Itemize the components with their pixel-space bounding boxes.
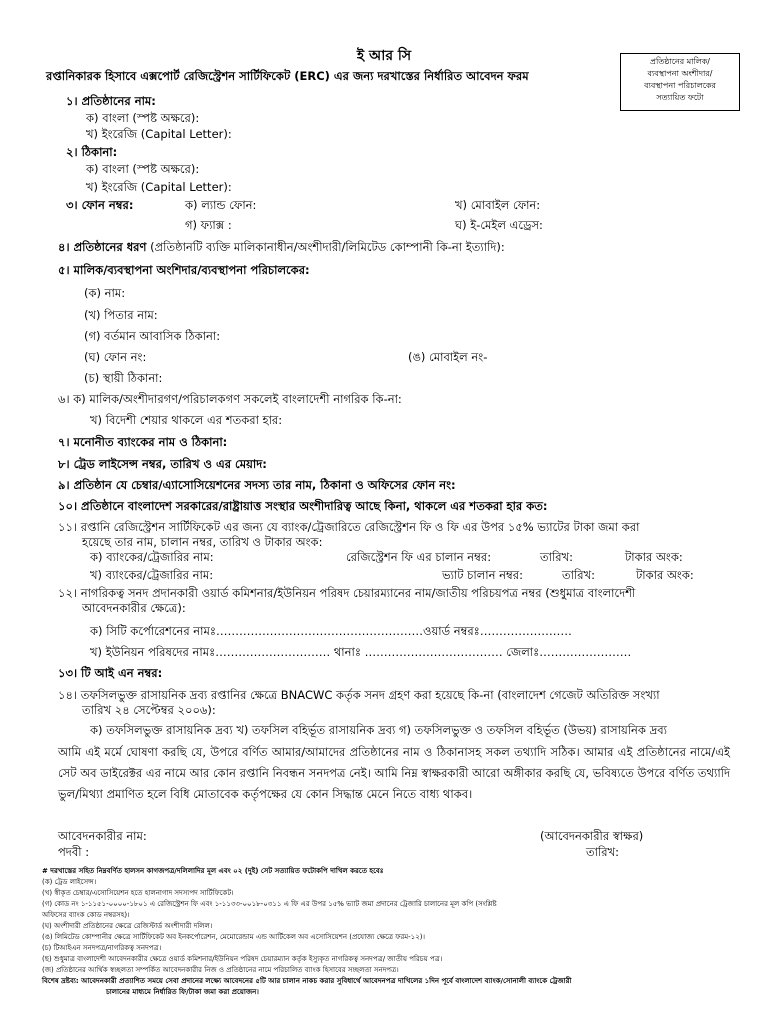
photo-box-line: সত্যায়িত ফটো [656, 93, 704, 102]
q4-label: ৪। প্রতিষ্ঠানের ধরণ [58, 240, 147, 254]
form-subtitle: রপ্তানিকারক হিসাবে এক্সপোর্ট রেজিস্ট্রেশন সার্টিফিকেট (ERC) এর জন্য দরখাস্তের নির্ধারিত আবেদন ফরম [46, 69, 529, 83]
q2-label: ২। ঠিকানা: [66, 145, 118, 159]
q6b-field[interactable]: খ) বিদেশী শেয়ার থাকলে এর শতকরা হার: [90, 413, 283, 427]
note-item: (গ) কোড নং ১-১১৫১-০০০০-১৮০১ এ রেজিস্ট্রেশন ফি এবং ১-১১৩৩-০০১৮-০৩১১ এ ফি এর উপর ১৫% ভ্যাট জমা প্রদানের ট্রেজারি চালানের মূল কপি (সংশ্লিষ্ট [42, 900, 497, 908]
q11b-amount-field[interactable]: টাকার অংক: [636, 568, 694, 582]
q1b-field[interactable]: খ) ইংরেজি (Capital Letter): [86, 127, 232, 141]
photo-box-line: ব্যবস্থাপনা পরিচালকের [644, 81, 716, 90]
q8-field[interactable]: ৮। ট্রেড লাইসেন্স নম্বর, তারিখ ও এর মেয়াদ: [58, 457, 267, 471]
q11a-bank-field[interactable]: ক) ব্যাংকের/ট্রেজারির নাম: [90, 550, 214, 564]
q12a-field[interactable]: ক) সিটি কর্পোরেশনের নামঃ………………………………………………ওয়ার্ড নম্বরঃ…………………… [90, 624, 572, 638]
q5-label: ৫। মালিক/ব্যবস্থাপনা অংশিদার/ব্যবস্থাপনা পরিচালকের: [58, 263, 310, 277]
q3d-field[interactable]: ঘ) ই-মেইল এড্রেস: [455, 218, 543, 232]
note-item: (ছ) শুধুমাত্র বাংলাদেশী আবেদনকারীর ক্ষেত্রে ওয়ার্ড কমিশনার/ইউনিয়ন পরিষদ চেয়ারম্যান কর্তৃক ইস্যুকৃত নাগরিকত্ব সনদপত্র/ জাতীয় পরিচয় পত্র। [42, 955, 443, 963]
q3c-field[interactable]: গ) ফ্যাক্স : [185, 218, 232, 232]
applicant-signature-field[interactable]: (আবেদনকারীর স্বাক্ষর) [540, 829, 644, 843]
q11-label-line1: ১১। রপ্তানি রেজিস্ট্রেশন সার্টিফিকেট এর জন্য যে ব্যাংক/ট্রেজারিতে রেজিস্ট্রেশন ফি ও ফি এর উপর ১৫% ভ্যাটের টাকা জমা করা [58, 520, 640, 534]
q11a-amount-field[interactable]: টাকার অংক: [625, 550, 683, 564]
note-item: (ঙ) লিমিটেড কোম্পানীর ক্ষেত্রে সার্টিফিকেট অব ইনকর্পোরেশন, মেমোরেন্ডাম এন্ড আর্টিকেল অব এসোসিয়েশন (প্রযোজ্য ক্ষেত্রে ফরম-১২)। [42, 933, 426, 941]
designation-field[interactable]: পদবী : [58, 845, 90, 859]
q2b-field[interactable]: খ) ইংরেজি (Capital Letter): [86, 180, 232, 194]
q4-text: (প্রতিষ্ঠানটি ব্যক্তি মালিকানাধীন/অংশীদারী/লিমিটেড কোম্পানী কি-না ইত্যাদি): [150, 240, 505, 254]
note-item: (জ) প্রতিষ্ঠানের আর্থিক স্বচ্ছলতা সম্পর্কিত আবেদনকারীর নিজ ও প্রতিষ্ঠানের নামে পরিচালিত ব্যাংক হিসাবের সচ্ছলতা সনদপত্র। [42, 966, 399, 974]
q1a-field[interactable]: ক) বাংলা (স্পষ্ট অক্ষরে): [86, 111, 200, 125]
q14-label-line1: ১৪। তফসিলভুক্ত রাসায়নিক দ্রব্য রপ্তানির ক্ষেত্রে BNACWC কর্তৃক সনদ গ্রহণ করা হয়েছে কি-না (বাংলাদেশ গেজেট অতিরিক্ত সংখ্যা [58, 688, 660, 702]
photo-box-line: প্রতিষ্ঠানের মালিক/ [649, 57, 711, 66]
q12-label-line2: আবেদনকারীর ক্ষেত্রে): [82, 601, 186, 615]
signature-date-field[interactable]: তারিখ: [586, 845, 620, 859]
q4-row[interactable] [58, 240, 505, 255]
q6a-field[interactable]: ৬। ক) মালিক/অংশীদারগণ/পরিচালকগণ সকলেই বাংলাদেশী নাগরিক কি-না: [58, 392, 402, 406]
note-item: (ক) ট্রেড লাইসেন্স। [42, 878, 97, 886]
q2a-field[interactable]: ক) বাংলা (স্পষ্ট অক্ষরে): [86, 162, 200, 176]
q11-label-line2: হয়েছে তার নাম, চালান নম্বর, তারিখ ও টাকার অংক: [82, 535, 323, 549]
q11b-date-field[interactable]: তারিখ: [562, 568, 596, 582]
q5b-field[interactable]: (খ) পিতার নাম: [84, 308, 158, 322]
note-item: (ঘ) অংশীদারী প্রতিষ্ঠানের ক্ষেত্রে রেজিস্টার্ড অংশীদারী দলিল। [42, 922, 213, 930]
q11b-challan-field[interactable]: ভ্যাট চালান নম্বর: [442, 568, 523, 582]
q13-field[interactable]: ১৩। টি আই এন নম্বর: [58, 666, 163, 680]
applicant-name-field[interactable]: আবেদনকারীর নাম: [58, 829, 147, 843]
q11b-bank-field[interactable]: খ) ব্যাংকের/ট্রেজারির নাম: [90, 568, 214, 582]
q5f-field[interactable]: (চ) স্থায়ী ঠিকানা: [84, 371, 163, 385]
q9-field[interactable]: ৯। প্রতিষ্ঠান যে চেম্বার/এ্যাসোসিয়েশনের সদস্য তার নাম, ঠিকানা ও অফিসের ফোন নং: [58, 478, 456, 492]
special-note-line2: চালানের মাধ্যমে নির্ধারিত ফি/টাকা জমা করা প্রয়োজন। [106, 988, 259, 996]
q5e-field[interactable]: (ঙ) মোবাইল নং- [408, 350, 488, 364]
photo-box-line: ব্যবস্থাপনা অংশীদার/ [647, 69, 713, 78]
q12-label-line1: ১২। নাগরিকত্ব সনদ প্রদানকারী ওয়ার্ড কমিশনার/ইউনিয়ন পরিষদ চেয়ারম্যানের নাম/জাতীয় পরিচয়পত্র নম্বর (শুধুমাত্র বাংলাদেশী [58, 586, 636, 600]
q3-label: ৩। ফোন নম্বর: [66, 198, 134, 212]
q1-label: ১। প্রতিষ্ঠানের নাম: [66, 94, 156, 108]
q3a-field[interactable]: ক) ল্যান্ড ফোন: [185, 198, 257, 212]
q5d-field[interactable]: (ঘ) ফোন নং: [84, 350, 147, 364]
photo-box [620, 53, 740, 111]
page-title: ই আর সি [356, 48, 412, 64]
q12b-field[interactable]: খ) ইউনিয়ন পরিষদের নামঃ………………………… থানাঃ ……………………………… জেলাঃ…………………… [90, 645, 632, 659]
q11a-date-field[interactable]: তারিখ: [540, 550, 574, 564]
q14-options[interactable]: ক) তফসিলভুক্ত রাসায়নিক দ্রব্য খ) তফসিল বহির্ভূত রাসায়নিক দ্রব্য গ) তফসিলভুক্ত ও তফসিল বহির্ভূত (উভয়) রাসায়নিক দ্রব্য [90, 723, 667, 737]
note-item: অফিসের ব্যাংক কোড নম্বরসহ)। [42, 911, 130, 919]
q10-field[interactable]: ১০। প্রতিষ্ঠানে বাংলাদেশ সরকারের/রাষ্ট্রায়াত্ত সংস্থার অংশীদারিত্ব আছে কিনা, থাকলে এর শতকরা হার কত: [58, 499, 548, 513]
q11a-challan-field[interactable]: রেজিস্ট্রেশন ফি এর চালান নম্বর: [346, 550, 492, 564]
special-note-line1: বিশেষ দ্রষ্টব্য: আবেদনকারী প্রত্যাশিত সময়ে সেবা প্রদানের লক্ষ্যে আবেদনের ৫টি আর চালান নাকচ করার সুবিধার্থে আবেদনপত্র দাখিলের ১দিন পূর্বে বাংলাদেশ ব্যাংক/সোনালী ব্যাংকে ট্রেজারী [42, 977, 572, 985]
q3b-field[interactable]: খ) মোবাইল ফোন: [455, 198, 541, 212]
note-item: (খ) স্বীকৃত চেম্বার/এসোসিয়েশন হতে হালনাগাদ সদস্যপদ সার্টিফিকেট। [42, 889, 234, 897]
declaration-text: আমি এই মর্মে ঘোষণা করছি যে, উপরে বর্ণিত আমার/আমাদের প্রতিষ্ঠানের নাম ও ঠিকানাসহ সকল তথ্যাদি সঠিক। আমার এই প্রতিষ্ঠানের নামে/এই সেট অব ডাইরেক্টর এর নামে আর কোন রপ্তানি নিবন্ধন সনদপত্র নেই। আমি নিম্ন স্বাক্ষরকারী আরো অঙ্গীকার করছি যে, ভবিষ্যতে উপরে বর্ণিত তথ্যাদি ভুল/মিথ্যা প্রমাণিত হলে বিধি মোতাবেক কর্তৃপক্ষের যে কোন সিদ্ধান্ত মেনে নিতে বাধ্য থাকব। [58, 745, 730, 801]
q14-label-line2: তারিখ ২৪ সেপ্টেম্বর ২০০৬): [82, 703, 216, 717]
note-item: (চ) টিআইএন সনদপত্র/নাগরিকত্ব সনদপত্র। [42, 944, 162, 952]
q7-field[interactable]: ৭। মনোনীত ব্যাংকের নাম ও ঠিকানা: [58, 435, 228, 449]
q5c-field[interactable]: (গ) বর্তমান আবাসিক ঠিকানা: [84, 329, 221, 343]
q5a-field[interactable]: (ক) নাম: [84, 286, 126, 300]
notes-heading: # দরখাস্তের সহিত নিম্নবর্ণিত হালসন কাগজপত্র/দলিলাদির মূল এবং ০২ (দুই) সেট সত্যায়িত ফটোকপি দাখিল করতে হবেঃ [42, 867, 384, 875]
